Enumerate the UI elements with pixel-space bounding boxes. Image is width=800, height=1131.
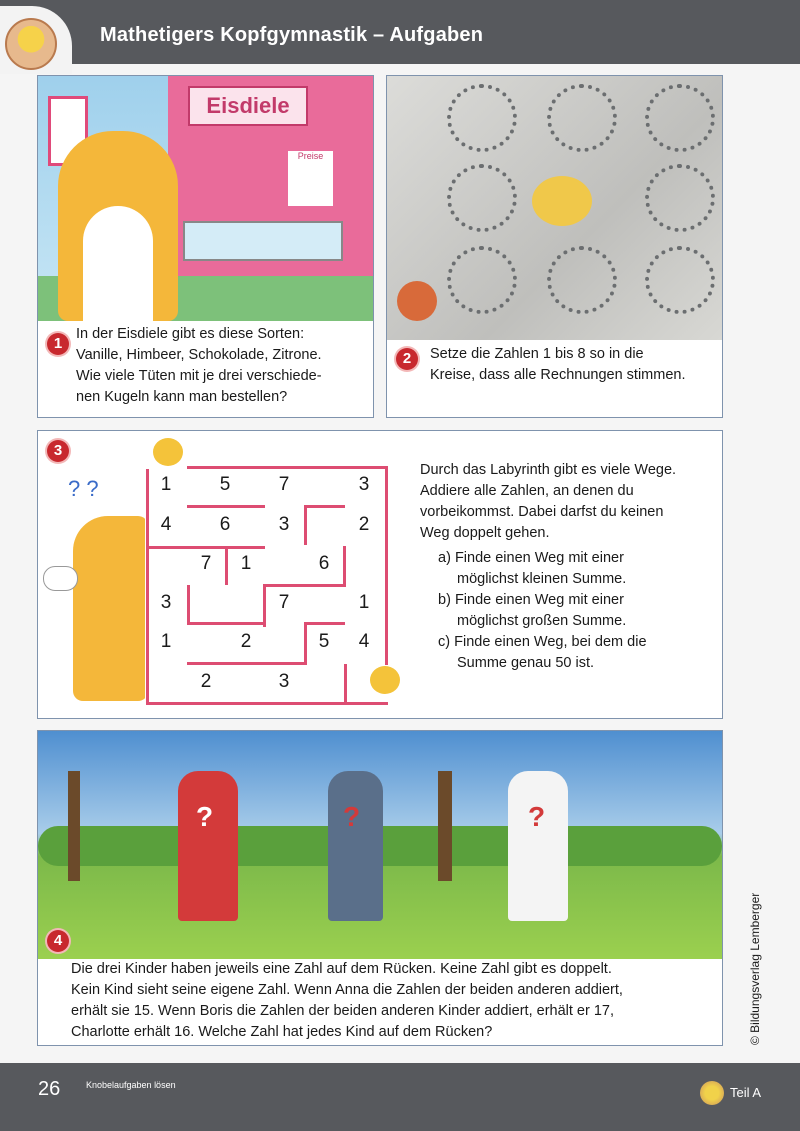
subtask-text: möglichst kleinen Summe. [457, 571, 627, 587]
task-text-line: Kreise, dass alle Rechnungen stimmen. [430, 367, 686, 383]
task-text-line: Vanille, Himbeer, Schokolade, Zitrone. [76, 347, 322, 363]
maze-number: 1 [240, 553, 252, 574]
maze-wall [187, 466, 388, 469]
maze-wall [304, 505, 307, 545]
section-title: Knobelaufgaben lösen [86, 1080, 176, 1090]
price-sign: Preise [288, 151, 333, 206]
maze-wall [146, 469, 149, 705]
maze-number: 1 [160, 474, 172, 495]
task-2-box [386, 75, 723, 418]
task-number-badge: 1 [47, 333, 69, 355]
maze-wall [187, 662, 307, 665]
subtask-text: Finde einen Weg mit einer [454, 550, 624, 566]
maze [145, 438, 407, 708]
task-1-box [37, 75, 374, 418]
task-text-line: Wie viele Tüten mit je drei verschiede- [76, 368, 322, 384]
maze-wall [187, 505, 265, 508]
subtask-c [438, 632, 676, 674]
maze-wall [263, 584, 346, 587]
maze-wall [263, 584, 266, 627]
subtask-text: Finde einen Weg mit einer [454, 592, 624, 608]
maze-number: 3 [160, 592, 172, 613]
maze-wall [304, 505, 345, 508]
maze-wall [304, 622, 345, 625]
maze-wall [225, 546, 228, 585]
children-illustration [38, 731, 722, 959]
maze-wall [385, 466, 388, 665]
tiger-icon [153, 438, 183, 466]
maze-number: 1 [358, 592, 370, 613]
maze-wall [187, 622, 266, 625]
maze-wall [344, 664, 347, 705]
task-text-line: Charlotte erhält 16. Welche Zahl hat jedes Kind auf dem Rücken? [71, 1024, 493, 1040]
subtask-text: Summe genau 50 ist. [457, 655, 595, 671]
task-number-badge: 2 [396, 348, 418, 370]
ice-cream-shop-illustration [38, 76, 373, 321]
subtask-text: möglichst großen Summe. [457, 613, 627, 629]
maze-number: 6 [219, 514, 231, 535]
copyright: © Bildungsverlag Lemberger [748, 892, 762, 1045]
task-text-line: Setze die Zahlen 1 bis 8 so in die [430, 346, 644, 362]
maze-number: 2 [358, 514, 370, 535]
task-text-line: Die drei Kinder haben jeweils eine Zahl auf dem Rücken. Keine Zahl gibt es doppelt. [71, 961, 612, 977]
task-text-line: vorbeikommst. Dabei darfst du keinen [420, 504, 664, 520]
maze-number: 4 [358, 631, 370, 652]
task-text-line: In der Eisdiele gibt es diese Sorten: [76, 326, 305, 342]
tiger-illustration: ? ? [43, 486, 148, 701]
maze-number: 5 [318, 631, 330, 652]
task-text-line: Durch das Labyrinth gibt es viele Wege. [420, 462, 677, 478]
maze-number: 5 [219, 474, 231, 495]
task-text-line: Weg doppelt gehen. [420, 525, 550, 541]
page-number: 26 [38, 1078, 61, 1100]
subtask-label: a) [438, 550, 451, 566]
maze-number: 3 [358, 474, 370, 495]
task-text-line: Addiere alle Zahlen, an denen du [420, 483, 634, 499]
maze-number: 6 [318, 553, 330, 574]
maze-wall [146, 546, 265, 549]
maze-wall [304, 622, 307, 665]
maze-number: 2 [240, 631, 252, 652]
subtask-text: Finde einen Weg, bei dem die [454, 634, 647, 650]
maze-number: 7 [200, 553, 212, 574]
shop-sign: Eisdiele [188, 86, 308, 126]
maze-wall [146, 702, 388, 705]
maze-number: 3 [278, 671, 290, 692]
shirt-question-mark: ? [343, 801, 361, 832]
shirt-question-mark: ? [528, 801, 546, 832]
subtask-a [438, 548, 676, 590]
task-text-line: Kein Kind sieht seine eigene Zahl. Wenn Anna die Zahlen der beiden anderen addiert, [71, 982, 623, 998]
task-3-text [420, 460, 676, 674]
stone-circles-illustration [387, 76, 722, 340]
maze-number: 3 [278, 514, 290, 535]
subtask-label: c) [438, 634, 451, 650]
shirt-question-mark: ? [196, 801, 214, 832]
maze-number: 4 [160, 514, 172, 535]
task-number-badge: 4 [47, 930, 69, 952]
maze-wall [187, 585, 190, 625]
maze-wall [343, 546, 346, 587]
part-label: Teil A [730, 1085, 762, 1100]
tiger-logo-icon [700, 1081, 724, 1105]
task-number-badge: 3 [47, 440, 69, 462]
child-illustration [532, 176, 592, 226]
tiger-icon [370, 666, 400, 694]
maze-number: 7 [278, 592, 290, 613]
task-text-line: erhält sie 15. Wenn Boris die Zahlen der beiden anderen Kinder addiert, erhält er 17, [71, 1003, 615, 1019]
maze-number: 7 [278, 474, 290, 495]
page-title: Mathetigers Kopfgymnastik – Aufgaben [100, 24, 484, 46]
subtask-b [438, 590, 676, 632]
task-text-line: nen Kugeln kann man bestellen? [76, 389, 288, 405]
tiger-logo-icon [5, 18, 57, 70]
page-footer [0, 1063, 800, 1131]
task-4-box [37, 730, 723, 1046]
subtask-label: b) [438, 592, 451, 608]
maze-number: 2 [200, 671, 212, 692]
maze-number: 1 [160, 631, 172, 652]
